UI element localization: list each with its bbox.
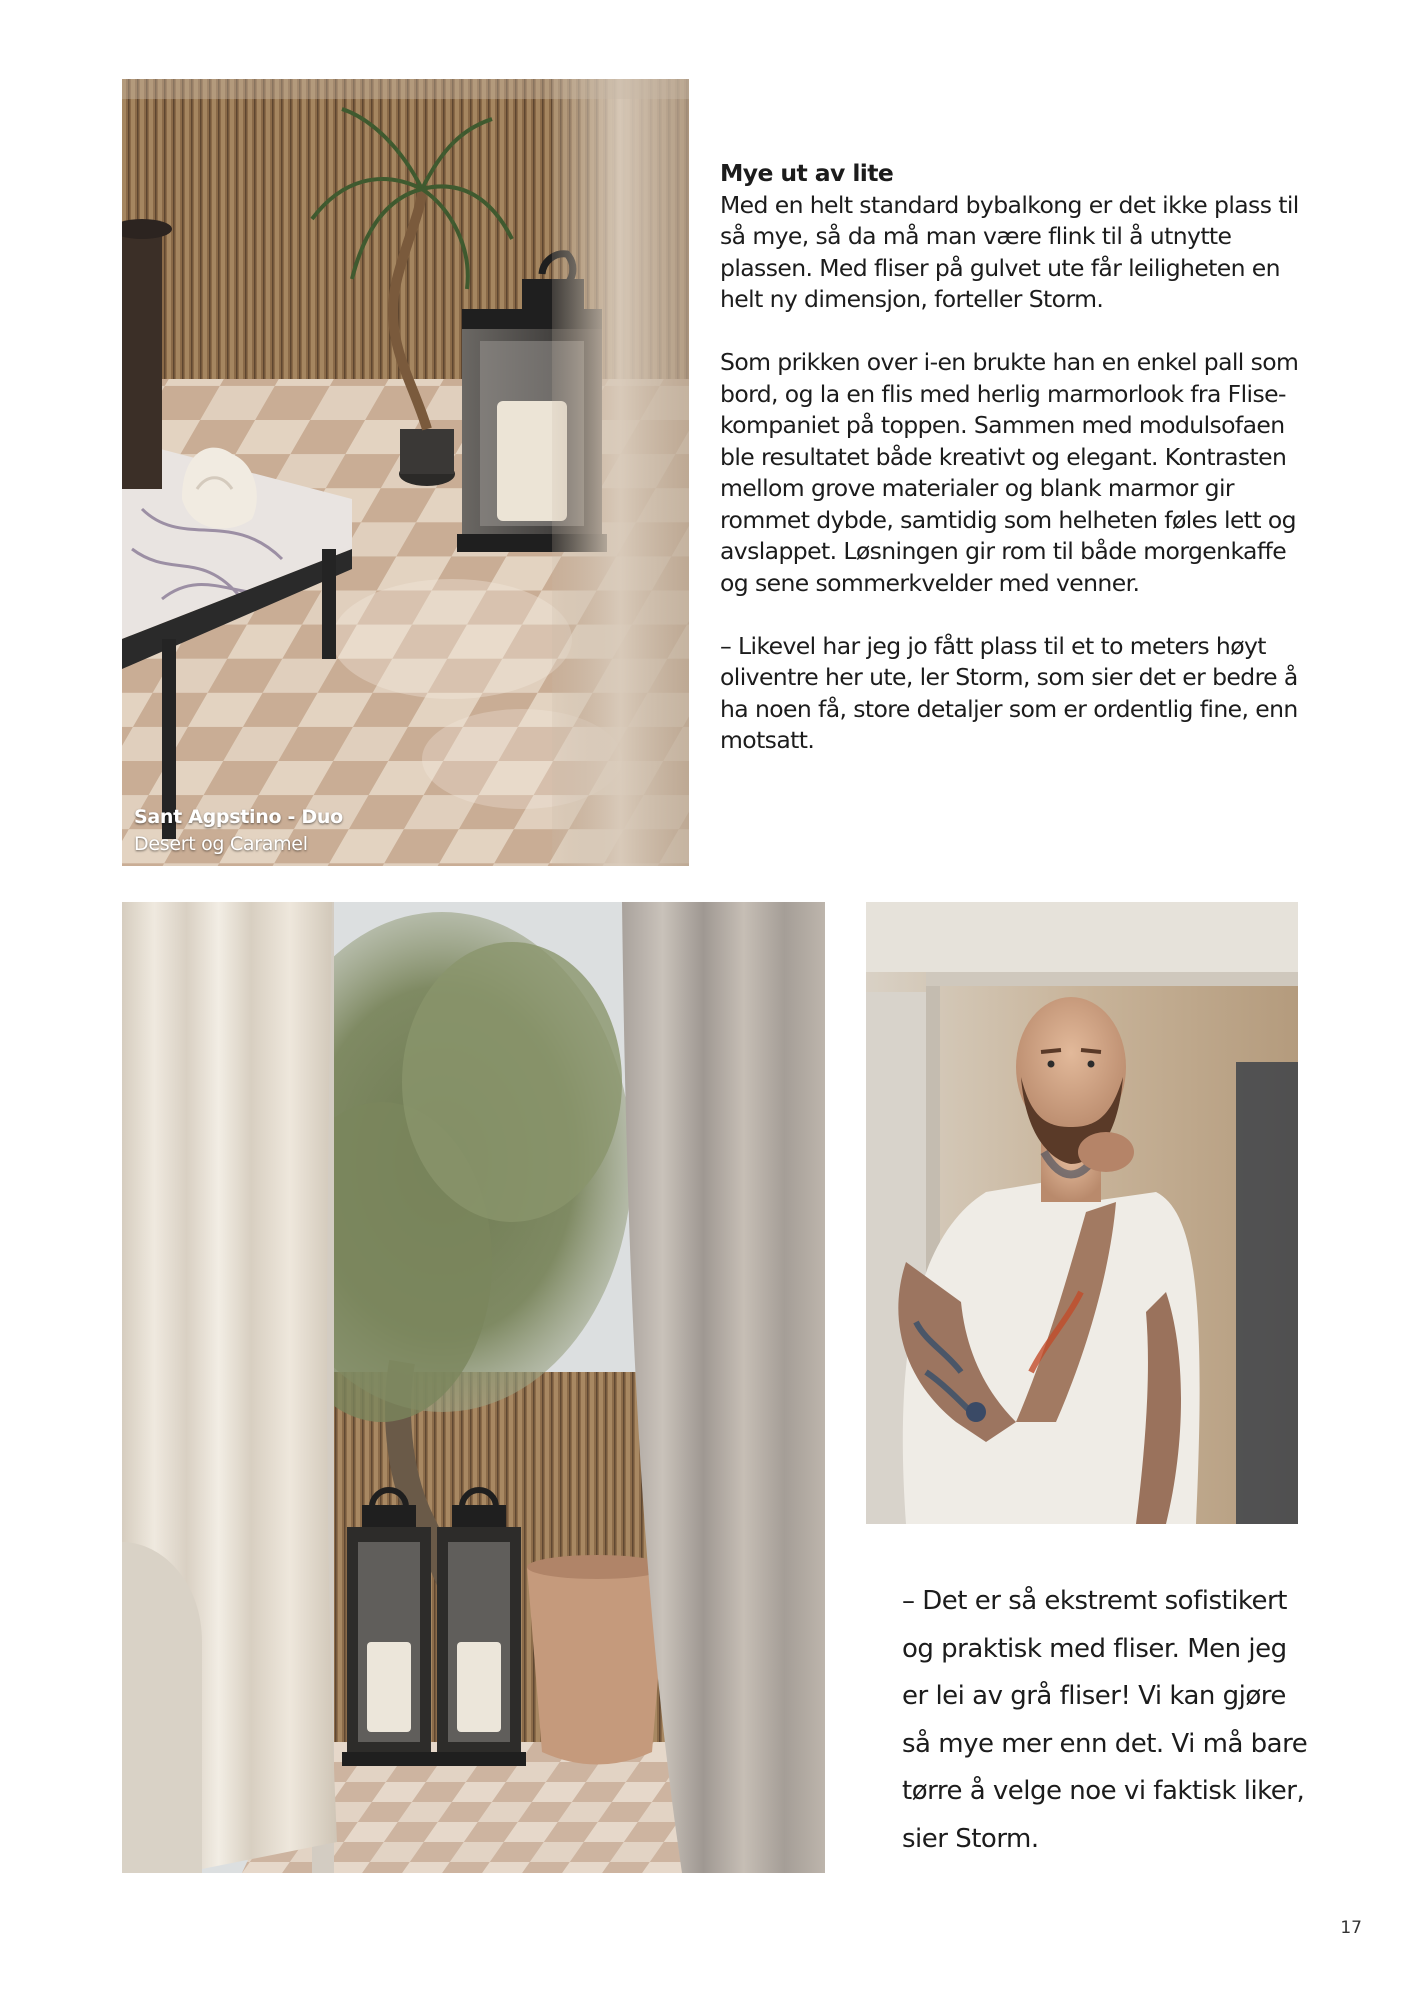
article-paragraph: – Likevel har jeg jo fått plass til et to meters høyt oliventre her ute, ler Storm, som sier det er bedre å ha noen få, store detaljer som er ordentlig fine, enn motsatt. [720,631,1298,754]
quote-line: – Det er så ekstremt sofistikert [902,1586,1287,1616]
quote-line: tørre å velge noe vi faktisk liker, [902,1776,1305,1806]
article-heading: Mye ut av lite [720,159,894,187]
balcony-photo [122,79,689,866]
balcony-photo-illustration [122,79,689,866]
article-text [720,158,1320,788]
quote-line: og praktisk med fliser. Men jeg [902,1633,1287,1664]
pull-quote [902,1578,1308,1863]
portrait-photo-illustration [866,902,1298,1524]
quote-line: så mye mer enn det. Vi må bare [902,1728,1308,1759]
caption-title: Sant Agpstino - Duo [134,806,343,828]
quote-line: er lei av grå fliser! Vi kan gjøre [902,1681,1286,1711]
photo-caption [134,804,343,858]
caption-subtitle: Desert og Caramel [134,833,308,855]
quote-line: sier Storm. [902,1823,1039,1854]
curtains-olive-tree-photo [122,902,825,1873]
article-paragraph: Med en helt standard bybalkong er det ikke plass til så mye, så da må man være flink til å utnytte plassen. Med fliser på gulvet ute får leiligheten en helt ny dimensjon, forteller Storm. [720,190,1299,313]
portrait-photo [866,902,1298,1524]
page-number: 17 [1340,1918,1362,1938]
lantern-graphic [342,1490,436,1766]
article-paragraph: Som prikken over i-en brukte han en enkel pall som bord, og la en flis med herlig marmorlook fra Flise-kompaniet på toppen. Sammen med modulsofaen ble resultatet både kreativt og elegant. Kontrasten mellom grove materialer og blank marmor gir rommet dybde, samtidig som helheten føles lett og avslappet. Løsningen gir rom til både morgenkaffe og sene sommerkvelder med venner. [720,348,1299,597]
curtains-photo-illustration [122,902,825,1873]
